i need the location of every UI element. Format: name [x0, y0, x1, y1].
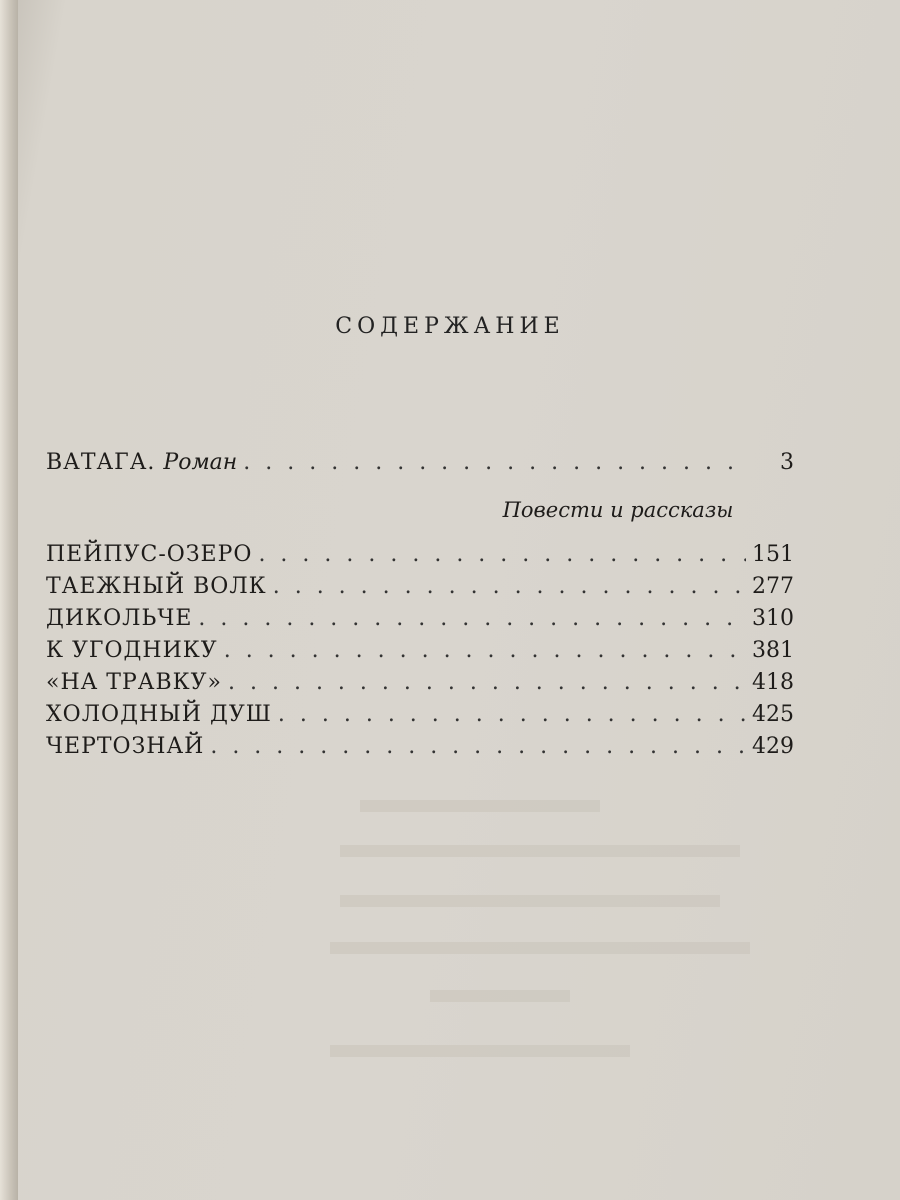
toc-entry-page: 3	[780, 450, 794, 475]
toc-entry-page: 151	[752, 542, 794, 567]
toc-entry-title: ДИКОЛЬЧЕ	[46, 606, 193, 631]
toc-entry-title: ЧЕРТОЗНАЙ	[46, 734, 205, 759]
toc-entry-page: 429	[752, 734, 794, 759]
dot-leader	[273, 572, 746, 602]
toc-entry-title: ХОЛОДНЫЙ ДУШ	[46, 702, 272, 727]
toc-entry	[46, 572, 794, 602]
toc-entry	[46, 700, 794, 730]
toc-entry-page: 310	[752, 606, 794, 631]
novel-subtitle: Роман	[163, 450, 238, 475]
toc-entry-title: ТАЕЖНЫЙ ВОЛК	[46, 574, 267, 599]
toc-entry-title: «НА ТРАВКУ»	[46, 670, 222, 695]
toc-entry-title	[46, 448, 237, 478]
section-title: Повести и рассказы	[502, 498, 734, 522]
dot-leader	[224, 636, 746, 666]
toc-entry	[46, 636, 794, 666]
dot-leader	[210, 732, 746, 762]
toc-entry-page: 381	[752, 638, 794, 663]
toc-entry-novel	[46, 448, 794, 478]
dot-leader	[198, 604, 746, 634]
toc-entry-title: К УГОДНИКУ	[46, 638, 218, 663]
contents-heading: СОДЕРЖАНИЕ	[335, 314, 565, 339]
dot-leader	[258, 540, 746, 570]
toc-entry-title: ПЕЙПУС-ОЗЕРО	[46, 542, 253, 567]
dot-leader	[228, 668, 746, 698]
toc-entry-page: 425	[752, 702, 794, 727]
toc-entry	[46, 540, 794, 570]
toc-entry	[46, 732, 794, 762]
toc-entry-page: 418	[752, 670, 794, 695]
dot-leader	[278, 700, 746, 730]
section-heading	[0, 498, 868, 522]
novel-title: ВАТАГА.	[46, 450, 156, 475]
toc-entry-page: 277	[752, 574, 794, 599]
toc-entry	[46, 604, 794, 634]
dot-leader	[243, 448, 746, 478]
toc-entry	[46, 668, 794, 698]
